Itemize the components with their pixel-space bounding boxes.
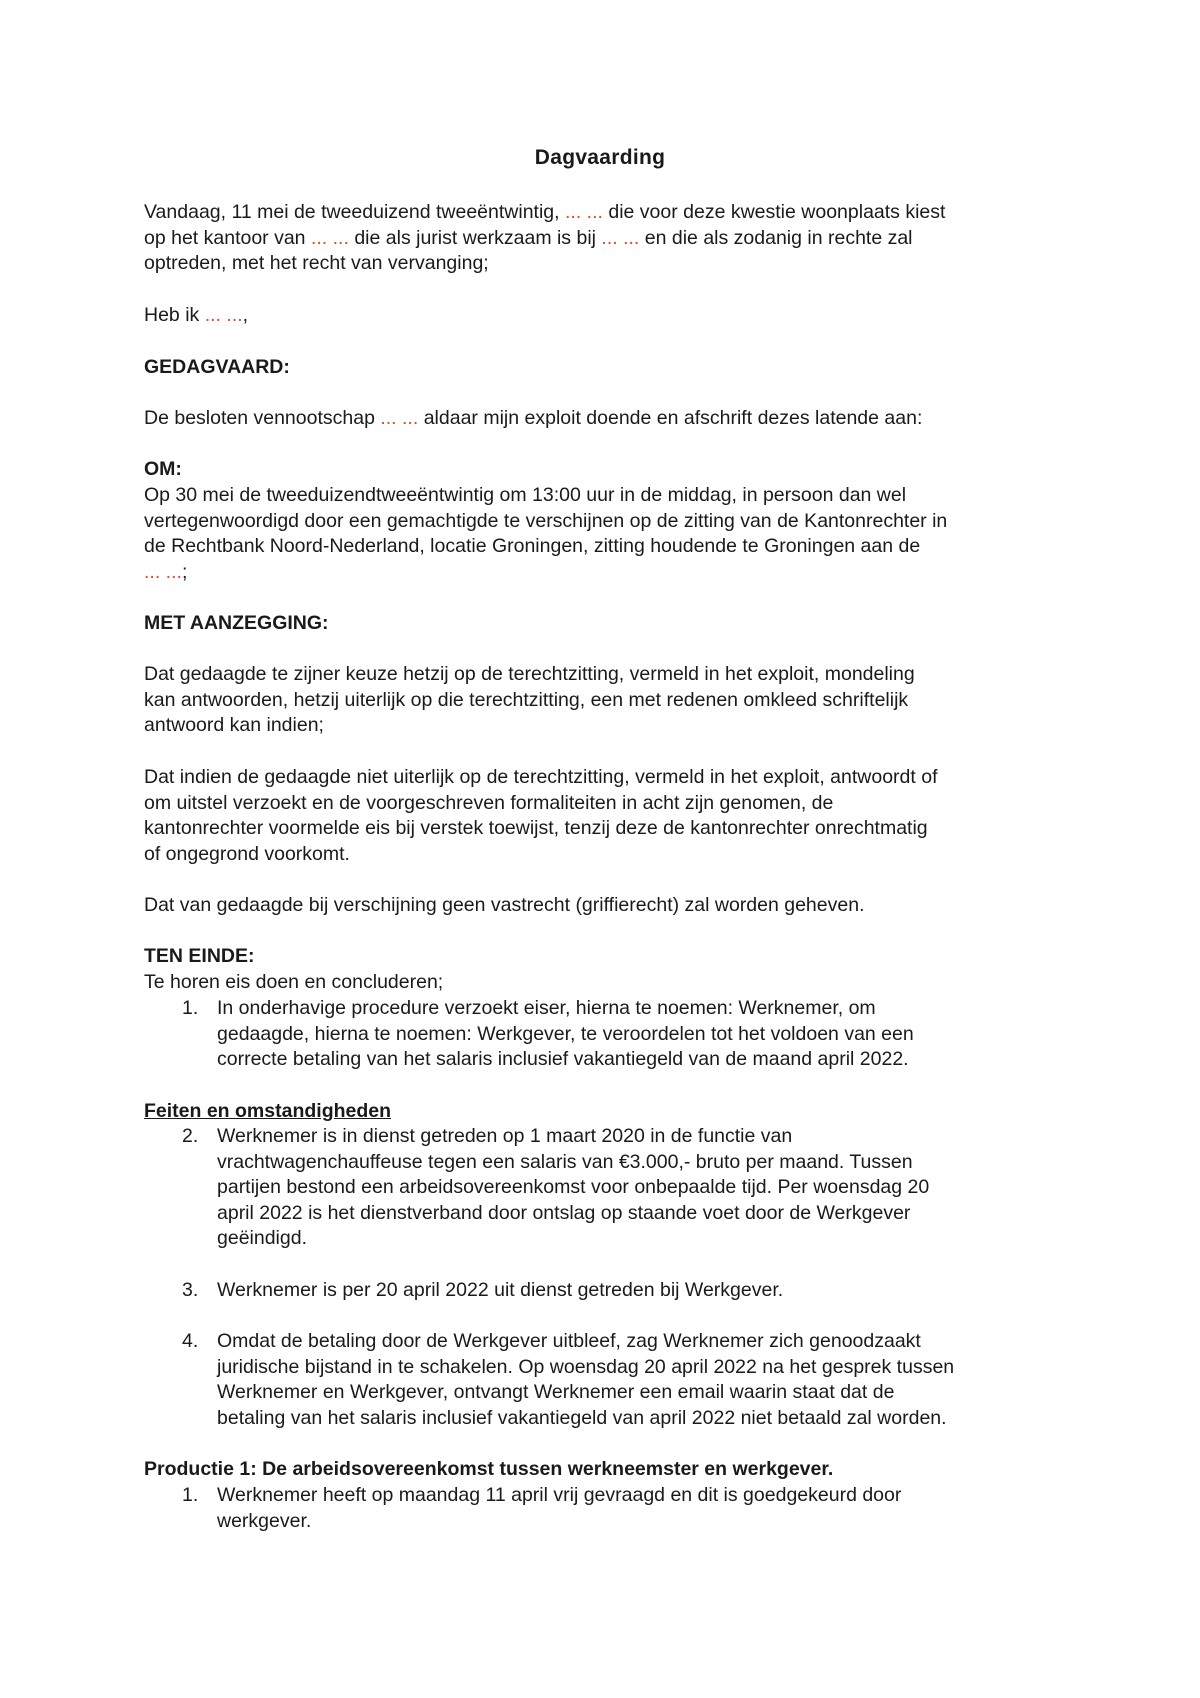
list-line: juridische bijstand in te schakelen. Op woensdag 20 april 2022 na het gesprek tussen <box>217 1355 955 1378</box>
list-line: Werknemer en Werkgever, ontvangt Werknemer een email waarin staat dat de <box>217 1381 895 1404</box>
list-text <box>217 1483 1083 1534</box>
aanzegging-line: kan antwoorden, hetzij uiterlijk op die terechtzitting, een met redenen omkleed schriftelijk <box>144 688 909 711</box>
aanzegging-paragraph-3: Dat van gedaagde bij verschijning geen vastrecht (griffierecht) zal worden geheven. <box>144 894 865 916</box>
placeholder-office: ... ... <box>310 226 349 249</box>
list-text <box>217 1124 1083 1252</box>
aanzegging-heading: MET AANZEGGING: <box>144 612 329 634</box>
list-line: gedaagde, hierna te noemen: Werkgever, te veroordelen tot het voldoen van een <box>217 1022 914 1045</box>
list-text <box>217 1329 1083 1431</box>
om-line: Op 30 mei de tweeduizendtweeëntwintig om 13:00 uur in de middag, in persoon dan wel <box>144 484 907 506</box>
heb-ik-text: Heb ik <box>144 304 200 326</box>
list-line: vrachtwagenchauffeuse tegen een salaris van €3.000,- bruto per maand. Tussen <box>217 1150 913 1173</box>
list-text <box>217 1278 1083 1304</box>
list-line: april 2022 is het dienstverband door ontslag op staande voet door de Werkgever <box>217 1201 911 1224</box>
aanzegging-paragraph-2 <box>144 765 1084 867</box>
aanzegging-line: antwoord kan indien; <box>144 714 324 737</box>
list-line: betaling van het salaris inclusief vakantiegeld van april 2022 niet betaald zal worden. <box>217 1406 947 1429</box>
aanzegging-line: kantonrechter voormelde eis bij verstek toewijst, tenzij deze de kantonrechter onrechtmatig <box>144 817 928 840</box>
om-line <box>144 560 1084 586</box>
intro-line-3: optreden, met het recht van vervanging; <box>144 252 489 275</box>
placeholder-party: ... ... <box>564 201 603 223</box>
list-number: 2. <box>182 1125 199 1147</box>
intro-text: op het kantoor van <box>144 226 306 249</box>
aanzegging-line: Dat gedaagde te zijner keuze hetzij op de terechtzitting, vermeld in het exploit, mondeling <box>144 663 915 685</box>
vennootschap-line <box>144 406 1084 432</box>
feiten-heading: Feiten en omstandigheden <box>144 1100 392 1122</box>
intro-text: die als jurist werkzaam is bij <box>354 226 596 249</box>
list-number: 3. <box>182 1279 199 1301</box>
vennootschap-text: De besloten vennootschap <box>144 407 375 429</box>
aanzegging-paragraph-1 <box>144 662 1084 739</box>
list-text <box>217 996 1083 1073</box>
aanzegging-line: of ongegrond voorkomt. <box>144 842 350 865</box>
list-line: geëindigd. <box>217 1227 307 1250</box>
intro-paragraph <box>144 200 1084 277</box>
om-heading: OM: <box>144 458 182 480</box>
document-title: Dagvaarding <box>534 146 666 169</box>
heb-ik-line <box>144 303 1084 329</box>
intro-text: die voor deze kwestie woonplaats kiest <box>608 201 946 223</box>
list-line: Werknemer heeft op maandag 11 april vrij gevraagd en dit is goedgekeurd door <box>217 1484 902 1506</box>
list-line: correcte betaling van het salaris inclusief vakantiegeld van de maand april 2022. <box>217 1048 909 1071</box>
list-number: 1. <box>182 997 199 1019</box>
placeholder-employer: ... ... <box>601 226 640 249</box>
aanzegging-line: om uitstel verzoekt en de voorgeschreven formaliteiten in acht zijn genomen, de <box>144 791 834 814</box>
om-paragraph <box>144 483 1084 585</box>
ten-einde-line: Te horen eis doen en concluderen; <box>144 971 444 993</box>
list-line: Omdat de betaling door de Werkgever uitbleef, zag Werknemer zich genoodzaakt <box>217 1330 921 1352</box>
heb-ik-end: , <box>242 304 249 326</box>
list-number: 4. <box>182 1330 199 1352</box>
aanzegging-line: Dat indien de gedaagde niet uiterlijk op de terechtzitting, vermeld in het exploit, antwoordt of <box>144 766 938 788</box>
list-line: In onderhavige procedure verzoekt eiser, hierna te noemen: Werknemer, om <box>217 997 876 1019</box>
list-line: werkgever. <box>217 1509 312 1532</box>
om-end: ; <box>181 560 188 583</box>
list-number: 1. <box>182 1484 199 1506</box>
intro-text: en die als zodanig in rechte zal <box>644 226 913 249</box>
placeholder-bailiff: ... ... <box>204 304 243 326</box>
list-line: Werknemer is in dienst getreden op 1 maart 2020 in de functie van <box>217 1125 793 1147</box>
placeholder-company: ... ... <box>380 407 419 429</box>
intro-text: Vandaag, 11 mei de tweeduizend tweeëntwintig, <box>144 201 560 223</box>
ten-einde-heading: TEN EINDE: <box>144 945 255 967</box>
vennootschap-text: aldaar mijn exploit doende en afschrift dezes latende aan: <box>423 407 923 429</box>
productie-heading: Productie 1: De arbeidsovereenkomst tussen werkneemster en werkgever. <box>144 1458 834 1480</box>
intro-line-1 <box>144 200 1084 226</box>
om-line: vertegenwoordigd door een gemachtigde te verschijnen op de zitting van de Kantonrechter in <box>144 509 948 532</box>
list-line: partijen bestond een arbeidsovereenkomst voor onbepaalde tijd. Per woensdag 20 <box>217 1176 930 1199</box>
list-line: Werknemer is per 20 april 2022 uit dienst getreden bij Werkgever. <box>217 1279 784 1301</box>
intro-line-2 <box>144 226 1084 252</box>
om-line: de Rechtbank Noord-Nederland, locatie Groningen, zitting houdende te Groningen aan de <box>144 535 921 558</box>
placeholder-address: ... ... <box>144 560 182 583</box>
gedagvaard-heading: GEDAGVAARD: <box>144 356 290 378</box>
